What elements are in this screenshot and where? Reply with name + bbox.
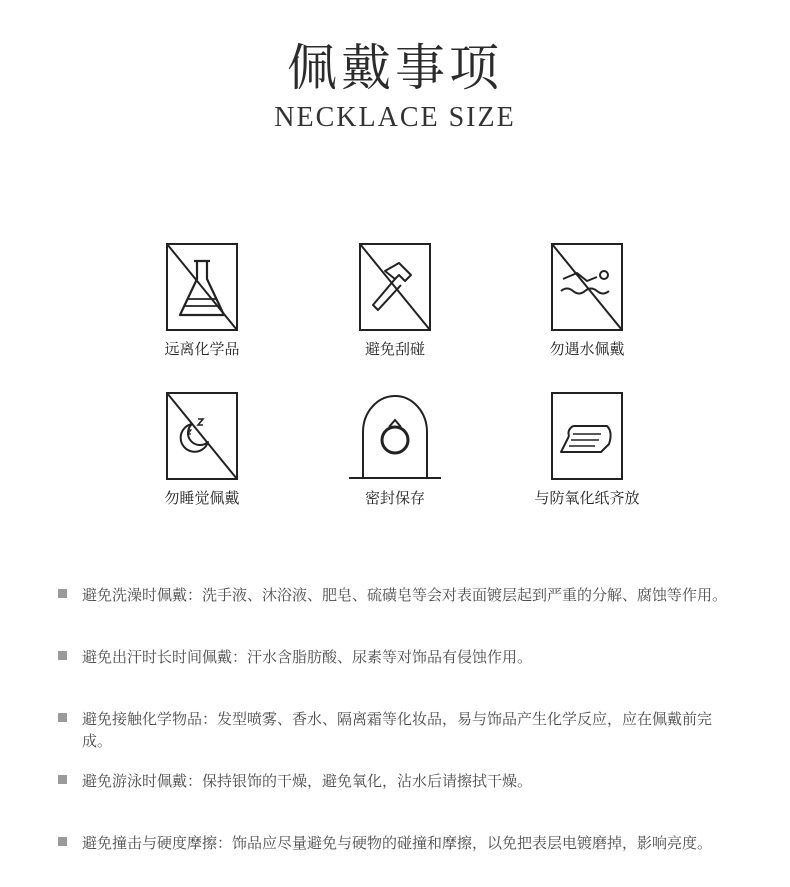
icon-item-sealed — [305, 392, 485, 508]
paper-wrap-icon — [551, 392, 623, 480]
square-bullet-icon — [58, 589, 67, 598]
icon-item-hammer — [305, 243, 485, 359]
icon-label: 远离化学品 — [164, 340, 240, 358]
no-swimming-icon — [551, 243, 623, 331]
icon-item-swimming — [497, 243, 677, 359]
rule-text: 避免洗澡时佩戴：洗手液、沐浴液、肥皂、硫磺皂等会对表面镀层起到严重的分解、腐蚀等作用。 — [82, 586, 728, 604]
list-item — [58, 584, 738, 606]
no-chemicals-flask-icon — [166, 243, 238, 331]
list-item — [58, 770, 738, 792]
no-sleeping-icon — [166, 392, 238, 480]
icon-item-paper — [497, 392, 677, 508]
page-title: 佩戴事项 — [287, 39, 503, 97]
list-item — [58, 646, 738, 668]
icon-label: 与防氧化纸齐放 — [534, 489, 640, 507]
rule-text: 避免接触化学物品：发型喷雾、香水、隔离霜等化妆品，易与饰品产生化学反应，应在佩戴前完成。 — [82, 710, 713, 750]
no-hammer-icon — [359, 243, 431, 331]
icon-label: 避免刮碰 — [364, 340, 425, 358]
icon-item-chemicals — [112, 243, 292, 359]
sealed-ring-icon — [345, 392, 445, 480]
list-item — [58, 708, 738, 752]
rule-text: 避免撞击与硬度摩擦：饰品应尽量避免与硬物的碰撞和摩擦，以免把表层电镀磨掉，影响亮度。 — [82, 834, 713, 852]
square-bullet-icon — [58, 713, 67, 722]
list-item — [58, 832, 738, 854]
square-bullet-icon — [58, 837, 67, 846]
icon-label: 勿遇水佩戴 — [549, 340, 625, 358]
icon-item-sleeping — [112, 392, 292, 508]
rule-text: 避免出汗时长时间佩戴：汗水含脂肪酸、尿素等对饰品有侵蚀作用。 — [82, 648, 533, 666]
square-bullet-icon — [58, 775, 67, 784]
icon-label: 勿睡觉佩戴 — [164, 489, 240, 507]
page-subtitle: NECKLACE SIZE — [274, 102, 516, 133]
square-bullet-icon — [58, 651, 67, 660]
rule-text: 避免游泳时佩戴：保持银饰的干燥，避免氧化，沾水后请擦拭干燥。 — [82, 772, 533, 790]
icon-label: 密封保存 — [364, 489, 425, 507]
